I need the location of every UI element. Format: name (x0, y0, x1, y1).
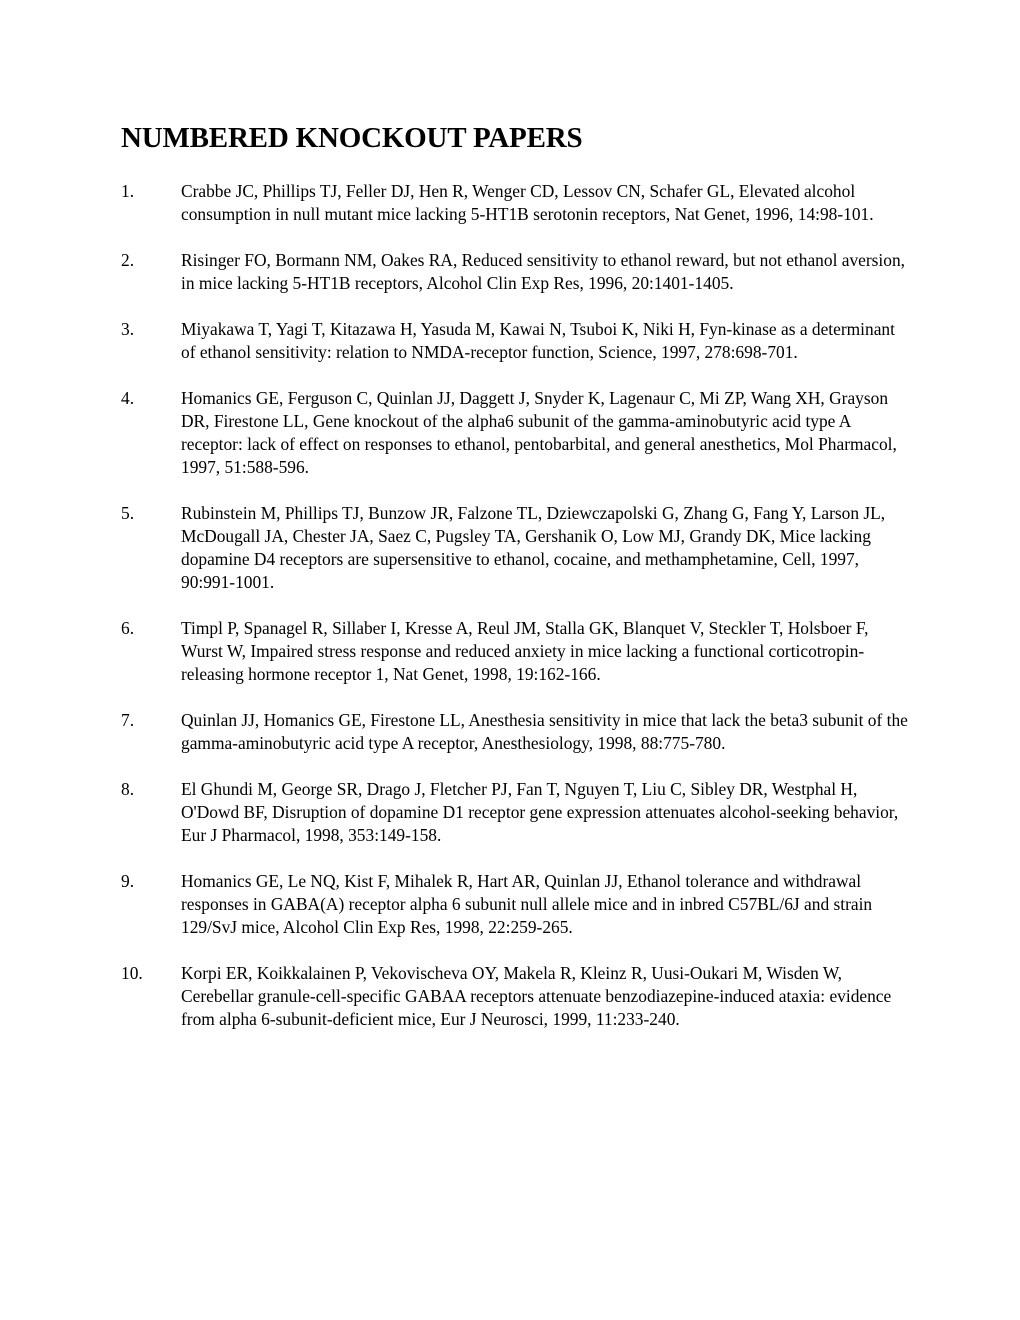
reference-number: 8. (121, 779, 135, 799)
page-title: NUMBERED KNOCKOUT PAPERS (121, 122, 583, 154)
reference-list (121, 180, 911, 1054)
reference-number: 2. (121, 250, 135, 270)
reference-item (121, 318, 911, 364)
reference-text: Korpi ER, Koikkalainen P, Vekovischeva OY, Makela R, Kleinz R, Uusi-Oukari M, Wisden W, Cerebellar granule-cell-specific GABAA receptors attenuate benzodiazepine-induced ataxia: evidence from alpha 6-subunit-deficient mice, Eur J Neurosci, 1999, 11:233-240. (181, 963, 892, 1029)
reference-text: Quinlan JJ, Homanics GE, Firestone LL, Anesthesia sensitivity in mice that lack the beta3 subunit of the gamma-aminobutyric acid type A receptor, Anesthesiology, 1998, 88:775-780. (181, 710, 908, 753)
reference-text: Rubinstein M, Phillips TJ, Bunzow JR, Falzone TL, Dziewczapolski G, Zhang G, Fang Y, Larson JL, McDougall JA, Chester JA, Saez C, Pugsley TA, Gershanik O, Low MJ, Grandy DK, Mice lacking dopamine D4 receptors are supersensitive to ethanol, cocaine, and methamphetamine, Cell, 1997, 90:991-1001. (181, 503, 886, 592)
reference-text: Homanics GE, Ferguson C, Quinlan JJ, Daggett J, Snyder K, Lagenaur C, Mi ZP, Wang XH, Grayson DR, Firestone LL, Gene knockout of the alpha6 subunit of the gamma-aminobutyric acid type A receptor: lack of effect on responses to ethanol, pentobarbital, and general anesthetics, Mol Pharmacol, 1997, 51:588-596. (181, 388, 897, 477)
reference-number: 4. (121, 388, 135, 408)
reference-item (121, 387, 911, 479)
reference-text: Crabbe JC, Phillips TJ, Feller DJ, Hen R, Wenger CD, Lessov CN, Schafer GL, Elevated alcohol consumption in null mutant mice lacking 5-HT1B serotonin receptors, Nat Genet, 1996, 14:98-101. (181, 181, 874, 224)
reference-number: 10. (121, 963, 143, 983)
reference-number: 6. (121, 618, 135, 638)
reference-item (121, 502, 911, 594)
reference-item (121, 962, 911, 1031)
reference-number: 5. (121, 503, 135, 523)
reference-item (121, 870, 911, 939)
reference-item (121, 778, 911, 847)
reference-text: Miyakawa T, Yagi T, Kitazawa H, Yasuda M, Kawai N, Tsuboi K, Niki H, Fyn-kinase as a determinant of ethanol sensitivity: relation to NMDA-receptor function, Science, 1997, 278:698-701. (181, 319, 895, 362)
reference-number: 9. (121, 871, 135, 891)
reference-item (121, 249, 911, 295)
reference-item (121, 617, 911, 686)
reference-text: Timpl P, Spanagel R, Sillaber I, Kresse A, Reul JM, Stalla GK, Blanquet V, Steckler T, Holsboer F, Wurst W, Impaired stress response and reduced anxiety in mice lacking a functional corticotropin-releasing hormone receptor 1, Nat Genet, 1998, 19:162-166. (181, 618, 869, 684)
reference-text: El Ghundi M, George SR, Drago J, Fletcher PJ, Fan T, Nguyen T, Liu C, Sibley DR, Westphal H, O'Dowd BF, Disruption of dopamine D1 receptor gene expression attenuates alcohol-seeking behavior, Eur J Pharmacol, 1998, 353:149-158. (181, 779, 899, 845)
reference-number: 3. (121, 319, 135, 339)
reference-text: Homanics GE, Le NQ, Kist F, Mihalek R, Hart AR, Quinlan JJ, Ethanol tolerance and withdrawal responses in GABA(A) receptor alpha 6 subunit null allele mice and in inbred C57BL/6J and strain 129/SvJ mice, Alcohol Clin Exp Res, 1998, 22:259-265. (181, 871, 873, 937)
reference-item (121, 180, 911, 226)
reference-text: Risinger FO, Bormann NM, Oakes RA, Reduced sensitivity to ethanol reward, but not ethanol aversion, in mice lacking 5-HT1B receptors, Alcohol Clin Exp Res, 1996, 20:1401-1405. (181, 250, 906, 293)
reference-item (121, 709, 911, 755)
reference-number: 1. (121, 181, 135, 201)
reference-number: 7. (121, 710, 135, 730)
